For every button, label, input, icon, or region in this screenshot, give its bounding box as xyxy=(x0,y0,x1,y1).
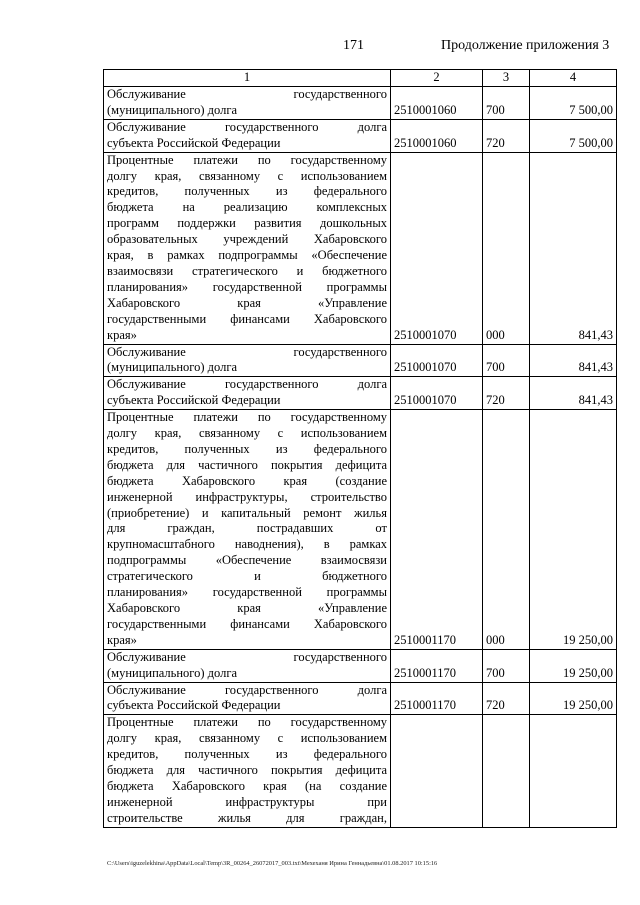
description-line: субъекта Российской Федерации xyxy=(107,393,281,408)
description-line: субъекта Российской Федерации xyxy=(107,135,281,150)
description-line: Обслуживание государственного xyxy=(107,649,387,664)
column-header: 2 xyxy=(391,70,483,87)
row-expense-type: 000 xyxy=(483,410,530,650)
description-line: стратегического и бюджетного xyxy=(107,569,387,584)
description-line: бюджета на реализацию комплексных xyxy=(107,200,387,215)
row-amount: 7 500,00 xyxy=(530,119,617,152)
row-expense-type xyxy=(483,715,530,827)
row-expense-type: 700 xyxy=(483,344,530,377)
row-code xyxy=(391,715,483,827)
description-line: Обслуживание государственного долга xyxy=(107,119,387,134)
description-line: (приобретение) и капитальный ремонт жилья xyxy=(107,505,387,520)
description-line: (муниципального) долга xyxy=(107,360,238,375)
row-description xyxy=(104,87,391,120)
description-line: инженерной инфраструктуры при xyxy=(107,794,387,809)
row-code: 2510001070 xyxy=(391,152,483,344)
row-code: 2510001070 xyxy=(391,377,483,410)
description-line: программ поддержки развития дошкольных xyxy=(107,216,387,231)
description-line: кредитов, полученных из федерального xyxy=(107,184,387,199)
description-line: Процентные платежи по государственному xyxy=(107,152,387,167)
row-amount: 841,43 xyxy=(530,152,617,344)
description-line: крупномасштабного наводнения), в рамках xyxy=(107,537,387,552)
description-line: Хабаровского края «Управление xyxy=(107,601,387,615)
row-expense-type: 700 xyxy=(483,649,530,682)
description-line: Обслуживание государственного долга xyxy=(107,377,387,392)
description-line: долгу края, связанному с использованием xyxy=(107,426,387,441)
table-row xyxy=(104,377,617,410)
description-line: субъекта Российской Федерации xyxy=(107,698,281,713)
table-row xyxy=(104,152,617,344)
row-amount xyxy=(530,715,617,827)
description-line: Обслуживание государственного xyxy=(107,87,387,101)
row-expense-type: 720 xyxy=(483,682,530,715)
table-row xyxy=(104,682,617,715)
row-code: 2510001170 xyxy=(391,410,483,650)
row-code: 2510001070 xyxy=(391,344,483,377)
description-line: взаимосвязи стратегического и бюджетного xyxy=(107,263,387,278)
row-code: 2510001060 xyxy=(391,119,483,152)
description-line: кредитов, полученных из федерального xyxy=(107,747,387,762)
table-row xyxy=(104,715,617,827)
row-code: 2510001060 xyxy=(391,87,483,120)
row-amount: 841,43 xyxy=(530,344,617,377)
row-code: 2510001170 xyxy=(391,649,483,682)
description-line: бюджета для частичного покрытия дефицита xyxy=(107,457,387,472)
description-line: Обслуживание государственного долга xyxy=(107,682,387,697)
row-description xyxy=(104,715,391,827)
description-line: долгу края, связанному с использованием xyxy=(107,731,387,746)
description-line: Процентные платежи по государственному xyxy=(107,410,387,425)
description-line: долгу края, связанному с использованием xyxy=(107,168,387,183)
table-row xyxy=(104,410,617,650)
continuation-label: Продолжение приложения 3 xyxy=(441,38,610,53)
table-row xyxy=(104,87,617,120)
description-line: края» xyxy=(107,632,137,647)
row-description xyxy=(104,410,391,650)
row-expense-type: 700 xyxy=(483,87,530,120)
budget-table xyxy=(103,69,617,828)
description-line: Хабаровского края «Управление xyxy=(107,295,387,310)
row-description xyxy=(104,152,391,344)
row-expense-type: 000 xyxy=(483,152,530,344)
table-row xyxy=(104,119,617,152)
row-description xyxy=(104,377,391,410)
row-description xyxy=(104,682,391,715)
description-line: края» xyxy=(107,327,137,342)
description-line: (муниципального) долга xyxy=(107,665,238,680)
table-row xyxy=(104,344,617,377)
row-amount: 19 250,00 xyxy=(530,410,617,650)
row-expense-type: 720 xyxy=(483,119,530,152)
table-row xyxy=(104,649,617,682)
row-description xyxy=(104,344,391,377)
description-line: кредитов, полученных из федерального xyxy=(107,441,387,456)
table-header-row xyxy=(104,70,617,87)
description-line: образовательных учреждений Хабаровского xyxy=(107,232,387,247)
description-line: бюджета Хабаровского края (создание xyxy=(107,473,387,488)
row-amount: 19 250,00 xyxy=(530,649,617,682)
description-line: подпрограммы «Обеспечение взаимосвязи xyxy=(107,553,387,568)
description-line: государственными финансами Хабаровского xyxy=(107,311,387,326)
file-path-footer: C:\Users\iguzelekhina\AppData\Local\Temp\3R_00264_26072017_003.txt\Мехеханя Ирина Геннадьевна\01.08.2017 10:15:16 xyxy=(107,860,438,867)
column-header: 4 xyxy=(530,70,617,87)
row-amount: 19 250,00 xyxy=(530,682,617,715)
row-expense-type: 720 xyxy=(483,377,530,410)
description-line: (муниципального) долга xyxy=(107,102,238,117)
description-line: края, в рамках подпрограммы «Обеспечение xyxy=(107,248,387,263)
page-number: 171 xyxy=(343,38,364,53)
description-line: бюджета Хабаровского края (на создание xyxy=(107,778,387,793)
description-line: планирования» государственной программы xyxy=(107,279,387,294)
column-header: 3 xyxy=(483,70,530,87)
description-line: Процентные платежи по государственному xyxy=(107,715,387,730)
row-code: 2510001170 xyxy=(391,682,483,715)
description-line: инженерной инфраструктуры, строительство xyxy=(107,489,387,504)
description-line: Обслуживание государственного xyxy=(107,344,387,359)
row-amount: 7 500,00 xyxy=(530,87,617,120)
description-line: строительстве жилья для граждан, xyxy=(107,810,387,825)
column-header: 1 xyxy=(104,70,391,87)
row-amount: 841,43 xyxy=(530,377,617,410)
description-line: для граждан, пострадавших от xyxy=(107,521,387,536)
row-description xyxy=(104,649,391,682)
description-line: планирования» государственной программы xyxy=(107,585,387,600)
row-description xyxy=(104,119,391,152)
description-line: государственными финансами Хабаровского xyxy=(107,616,387,631)
description-line: бюджета для частичного покрытия дефицита xyxy=(107,763,387,778)
